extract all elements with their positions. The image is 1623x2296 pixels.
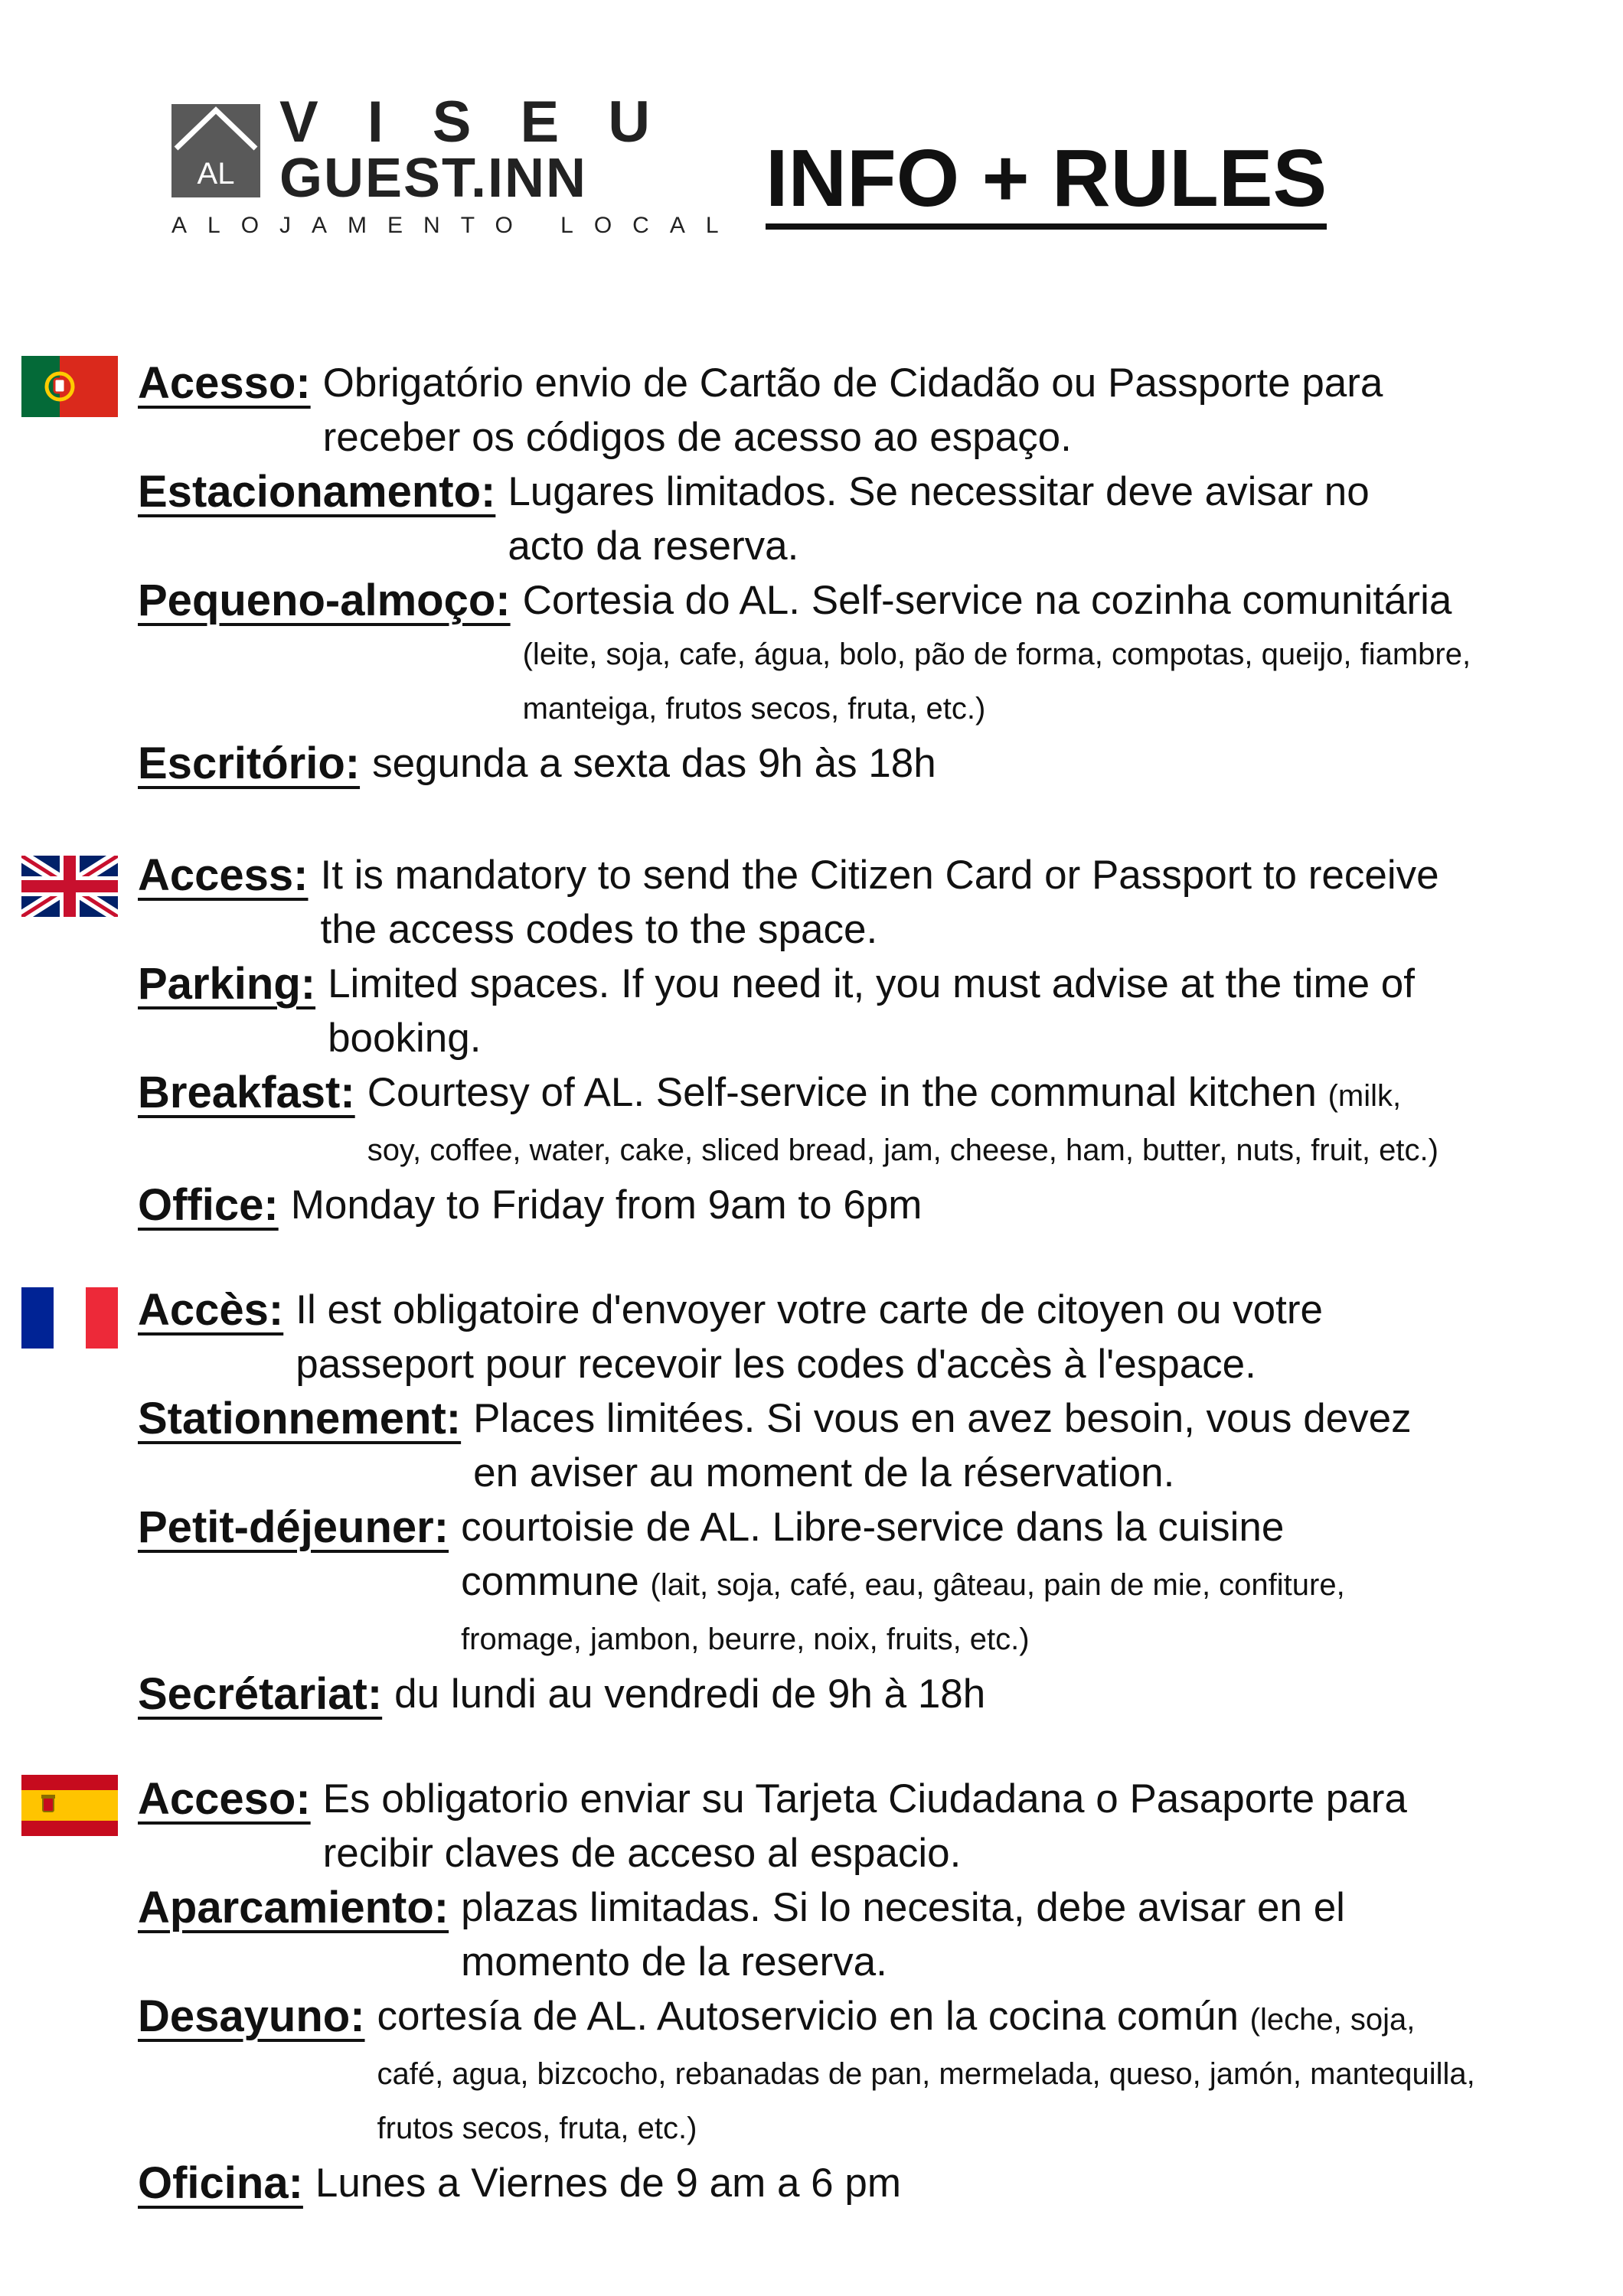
rule-office-es <box>138 2156 1592 2210</box>
rule-label: Acesso: <box>138 358 311 408</box>
rule-label: Estacionamento: <box>138 467 496 517</box>
rule-breakfast-es <box>138 1989 1592 2156</box>
brand-name: VISEU <box>279 90 700 155</box>
rule-label: Accès: <box>138 1285 284 1335</box>
rule-label: Breakfast: <box>138 1068 355 1117</box>
rule-text: Obrigatório envio de Cartão de Cidadão ou Passporte para receber os códigos de acesso ao espaço. <box>322 360 1383 460</box>
rule-text: Lunes a Viernes de 9 am a 6 pm <box>315 2161 901 2206</box>
spain-flag-icon <box>21 1775 118 1836</box>
rule-breakfast-en <box>138 1065 1592 1178</box>
rule-breakfast-fr <box>138 1500 1592 1667</box>
logo-badge-text: AL <box>197 157 235 191</box>
rule-text: Places limitées. Si vous en avez besoin, vous devez en aviser au moment de la réservation. <box>473 1396 1412 1495</box>
rule-label: Secrétariat: <box>138 1669 383 1719</box>
logo-icon <box>171 104 260 197</box>
rule-label: Escritório: <box>138 739 361 788</box>
rule-access-pt <box>138 356 1592 465</box>
rule-office-en <box>138 1178 1592 1232</box>
rule-text: Es obligatorio enviar su Tarjeta Ciudadana o Pasaporte para recibir claves de acceso al espacio. <box>322 1776 1407 1876</box>
portugal-flag-icon <box>21 356 118 417</box>
rule-text: Cortesia do AL. Self-service na cozinha comunitária (leite, soja, cafe, água, bolo, pão de forma, compotas, queijo, fiambre, manteiga, frutos secos, fruta, etc.) <box>522 578 1471 726</box>
rule-text: Limited spaces. If you need it, you must advise at the time of booking. <box>328 961 1416 1061</box>
page-title: INFO + RULES <box>766 136 1327 230</box>
rule-label: Acceso: <box>138 1774 311 1824</box>
rule-text: Monday to Friday from 9am to 6pm <box>290 1182 923 1228</box>
rule-label: Pequeno-almoço: <box>138 576 511 625</box>
rule-text: segunda a sexta das 9h às 18h <box>372 741 936 786</box>
rule-label: Oficina: <box>138 2158 303 2208</box>
rule-access-fr <box>138 1283 1592 1391</box>
rule-label: Stationnement: <box>138 1394 462 1443</box>
rule-access-es <box>138 1772 1592 1880</box>
rule-text: du lundi au vendredi de 9h à 18h <box>394 1671 986 1717</box>
rule-label: Desayuno: <box>138 1991 365 2041</box>
rule-parking-en <box>138 957 1592 1065</box>
rule-label: Aparcamiento: <box>138 1883 449 1932</box>
brand-tagline: ALOJAMENTO LOCAL <box>171 213 740 238</box>
rule-label: Access: <box>138 850 309 900</box>
rule-parking-pt <box>138 465 1592 573</box>
rule-parking-es <box>138 1880 1592 1989</box>
rule-office-fr <box>138 1667 1592 1721</box>
rule-text: Courtesy of AL. Self-service in the communal kitchen (milk, soy, coffee, water, cake, sliced bread, jam, cheese, ham, butter, nuts, fruit, etc.) <box>367 1070 1438 1167</box>
france-flag-icon <box>21 1287 118 1349</box>
brand-subname: GUEST.INN <box>279 148 588 209</box>
rule-parking-fr <box>138 1391 1592 1500</box>
uk-flag-icon <box>21 856 118 917</box>
rule-label: Petit-déjeuner: <box>138 1502 449 1552</box>
rule-label: Office: <box>138 1180 279 1230</box>
rule-text: cortesía de AL. Autoservicio en la cocina común (leche, soja, café, agua, bizcocho, rebanadas de pan, mermelada, queso, jamón, mantequilla, frutos secos, fruta, etc.) <box>377 1994 1475 2145</box>
rule-office-pt <box>138 736 1592 791</box>
rule-label: Parking: <box>138 959 316 1009</box>
rule-access-en <box>138 848 1592 957</box>
rule-breakfast-pt <box>138 573 1592 736</box>
rule-text: courtoisie de AL. Libre-service dans la cuisine commune (lait, soja, café, eau, gâteau, pain de mie, confiture, fromage, jambon, beurre, noix, fruits, etc.) <box>461 1505 1345 1656</box>
rule-text: plazas limitadas. Si lo necesita, debe avisar en el momento de la reserva. <box>461 1885 1345 1985</box>
rule-text: Il est obligatoire d'envoyer votre carte de citoyen ou votre passeport pour recevoir les codes d'accès à l'espace. <box>296 1287 1323 1387</box>
rule-text: Lugares limitados. Se necessitar deve avisar no acto da reserva. <box>508 469 1370 569</box>
rule-text: It is mandatory to send the Citizen Card or Passport to receive the access codes to the space. <box>320 853 1439 952</box>
